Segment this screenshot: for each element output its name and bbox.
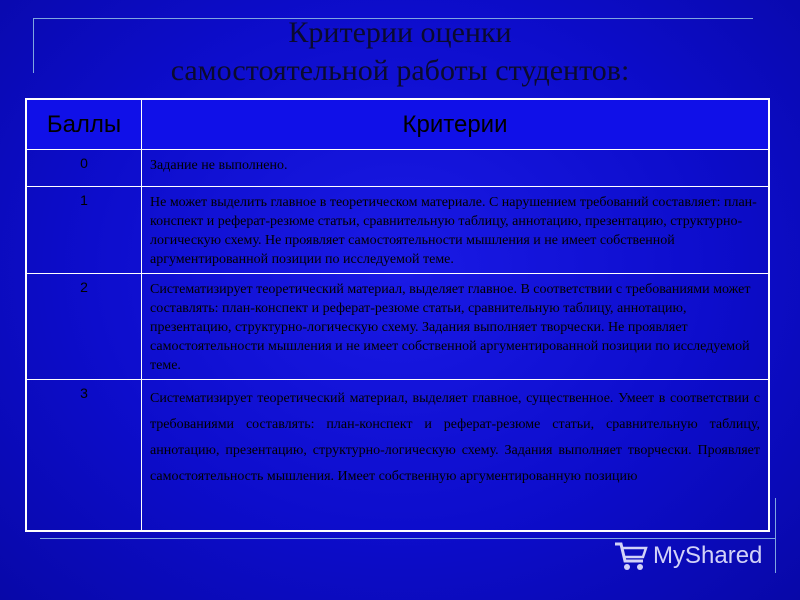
watermark-text: MyShared xyxy=(653,542,763,569)
slide-title-line-1: Критерии оценки xyxy=(288,16,512,49)
score-cell: 3 xyxy=(26,380,142,532)
table-row xyxy=(26,274,769,380)
table-header-row xyxy=(26,99,769,150)
score-cell: 1 xyxy=(26,187,142,274)
score-cell: 0 xyxy=(26,150,142,187)
decorative-line-right xyxy=(775,498,776,573)
watermark-logo xyxy=(613,536,762,576)
criteria-cell: Систематизирует теоретический материал, выделяет главное, существенное. Умеет в соответствии с требованиями составлять: план-конспект и реферат-резюме статьи, сравнительную таблицу, аннотацию, презентацию, структурно-логическую схему. Задания выполняет творчески. Проявляет самостоятельность мышления. Имеет собственную аргументированную позицию xyxy=(142,380,770,532)
table-row xyxy=(26,187,769,274)
criteria-cell: Не может выделить главное в теоретическом материале. С нарушением требований составляет: план-конспект и реферат-резюме статьи, сравнительную таблицу, аннотацию, презентацию, структурно-логическую схему. Не проявляет самостоятельности мышления и не имеет собственной аргументированной позиции по исследуемой теме. xyxy=(142,187,770,274)
slide-title-line-2: самостоятельной работы студентов: xyxy=(170,54,630,87)
score-cell: 2 xyxy=(26,274,142,380)
header-score: Баллы xyxy=(26,99,142,150)
criteria-cell: Задание не выполнено. xyxy=(142,150,770,187)
table-row xyxy=(26,380,769,532)
slide-title xyxy=(0,14,800,90)
criteria-table xyxy=(25,98,770,532)
criteria-cell: Систематизирует теоретический материал, выделяет главное. В соответствии с требованиями может составлять: план-конспект и реферат-резюме статьи, сравнительную таблицу, аннотацию, презентацию, структурно-логическую схему. Задания выполняет творчески. Не проявляет самостоятельности мышления и не имеет собственной аргументированной позиции по исследуемой теме. xyxy=(142,274,770,380)
header-criteria: Критерии xyxy=(142,99,770,150)
cart-icon xyxy=(613,539,649,573)
table-row xyxy=(26,150,769,187)
